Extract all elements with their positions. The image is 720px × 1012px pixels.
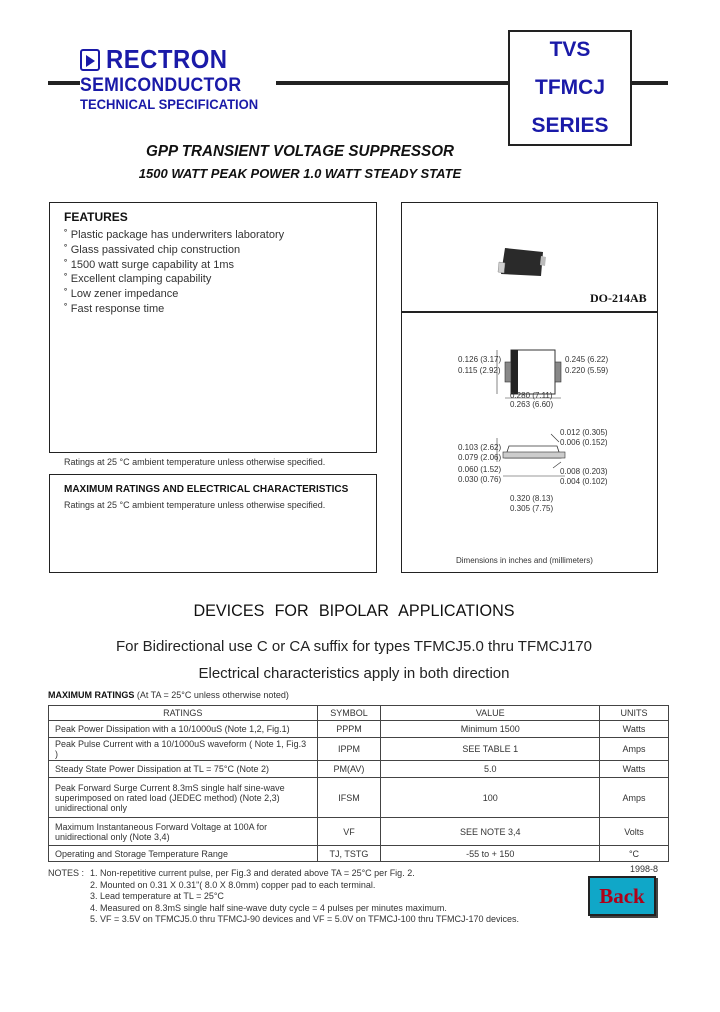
notes-row [48, 868, 519, 926]
feature-item: ˚ Plastic package has underwriters laboratory [64, 229, 285, 241]
dim-l2b: 0.305 (7.75) [510, 504, 554, 513]
cell-units: Amps [600, 778, 669, 818]
brand-division: SEMICONDUCTOR [80, 75, 242, 96]
note-item: 3. Lead temperature at TL = 25°C [90, 891, 224, 901]
cell-value: 100 [381, 778, 600, 818]
header-rule-left [48, 81, 80, 85]
back-button[interactable] [588, 876, 656, 916]
max-ratings-title: MAXIMUM RATINGS AND ELECTRICAL CHARACTERISTICS [64, 484, 349, 495]
package-label: DO-214AB [590, 291, 647, 305]
notes-list [90, 868, 519, 926]
brand-name: RECTRON [106, 44, 228, 74]
notes-label: NOTES : [48, 868, 85, 878]
dimension-drawing [401, 312, 658, 573]
table-row [49, 846, 669, 862]
cell-rating: Peak Power Dissipation with a 10/1000uS (Note 1,2, Fig.1) [49, 721, 318, 738]
dimension-note: Dimensions in inches and (millimeters) [456, 556, 593, 565]
ratings-table [48, 705, 669, 862]
table-row [49, 778, 669, 818]
cell-units: Watts [600, 721, 669, 738]
cell-value: -55 to + 150 [381, 846, 600, 862]
bidirectional-line: For Bidirectional use C or CA suffix for types TFMCJ5.0 thru TFMCJ170 [115, 638, 592, 655]
ratings-caption: MAXIMUM RATINGS (At TA = 25°C unless otherwise noted) [48, 690, 289, 700]
back-button-label: Back [599, 884, 645, 908]
dim-t2b: 0.004 (0.102) [560, 477, 608, 486]
cell-symbol: VF [317, 818, 381, 846]
cell-value: SEE NOTE 3,4 [381, 818, 600, 846]
feature-item: ˚ Low zener impedance [64, 288, 179, 301]
bipolar-title: DEVICES FOR BIPOLAR APPLICATIONS [193, 601, 515, 620]
cell-units: Watts [600, 761, 669, 778]
cell-value: 5.0 [381, 761, 600, 778]
rectron-logo-icon [80, 49, 100, 71]
features-list [64, 228, 284, 317]
cell-units: Volts [600, 818, 669, 846]
header-units: UNITS [600, 706, 669, 721]
revision-year: 1998-8 [630, 864, 659, 874]
dim-l2a: 0.320 (8.13) [510, 494, 554, 503]
table-row [49, 818, 669, 846]
dim-h1b: 0.115 (2.92) [458, 366, 501, 375]
series-box [508, 30, 632, 146]
dim-h2b: 0.079 (2.06) [458, 453, 502, 462]
cell-rating: Operating and Storage Temperature Range [49, 846, 318, 862]
cell-rating: Peak Pulse Current with a 10/1000uS waveform ( Note 1, Fig.3 ) [49, 738, 318, 761]
series-line-1: TVS [549, 38, 591, 61]
characteristics-line: Electrical characteristics apply in both direction [198, 665, 510, 682]
dim-h2a: 0.103 (2.62) [458, 443, 502, 452]
dim-t1a: 0.012 (0.305) [560, 428, 608, 437]
features-title: FEATURES [64, 210, 128, 224]
cell-symbol: TJ, TSTG [317, 846, 381, 862]
dim-l1a: 0.280 (7.11) [510, 391, 553, 400]
dim-t1b: 0.006 (0.152) [560, 438, 608, 447]
max-ratings-note: Ratings at 25 °C ambient temperature unless otherwise specified. [64, 500, 326, 510]
note-item: 4. Measured on 8.3mS single half sine-wave duty cycle = 4 pulses per minutes maximum. [90, 902, 447, 913]
header-rule-right [632, 81, 668, 85]
dim-l1b: 0.263 (6.60) [510, 400, 554, 409]
feature-item: ˚ 1500 watt surge capability at 1ms [64, 258, 234, 271]
sub-title: 1500 WATT PEAK POWER 1.0 WATT STEADY STATE [138, 166, 462, 181]
cell-symbol: PPPM [317, 721, 381, 738]
header-symbol: SYMBOL [317, 706, 381, 721]
cell-units: Amps [600, 738, 669, 761]
cell-rating: Maximum Instantaneous Forward Voltage at 100A for unidirectional only (Note 3,4) [49, 818, 318, 846]
dim-w1b: 0.220 (5.59) [565, 366, 609, 375]
series-line-3: SERIES [531, 114, 609, 137]
cell-rating: Steady State Power Dissipation at TL = 75°C (Note 2) [49, 761, 318, 778]
header-ratings: RATINGS [49, 706, 318, 721]
dim-h1a: 0.126 (3.17) [458, 355, 502, 364]
cell-rating: Peak Forward Surge Current 8.3mS single half sine-wave superimposed on rated load (JEDEC method) (Note 2,3) unidirectional only [49, 778, 318, 818]
table-row [49, 721, 669, 738]
cell-symbol: IFSM [317, 778, 381, 818]
feature-item: ˚ Fast response time [64, 302, 165, 315]
dim-t2a: 0.008 (0.203) [560, 467, 608, 476]
note-item: 2. Mounted on 0.31 X 0.31"( 8.0 X 8.0mm) copper pad to each terminal. [90, 879, 376, 890]
cell-symbol: PM(AV) [317, 761, 381, 778]
header-value: VALUE [381, 706, 600, 721]
main-title: GPP TRANSIENT VOLTAGE SUPPRESSOR [146, 143, 454, 160]
cell-value: Minimum 1500 [381, 721, 600, 738]
dim-p1a: 0.060 (1.52) [458, 465, 502, 474]
table-row [49, 738, 669, 761]
cell-units: °C [600, 846, 669, 862]
note-item: 5. VF = 3.5V on TFMCJ5.0 thru TFMCJ-90 devices and VF = 5.0V on TFMCJ-100 thru TFMCJ-170 devices. [90, 914, 520, 924]
header-rule-mid [276, 81, 508, 85]
feature-item: ˚ Excellent clamping capability [64, 273, 212, 286]
ambient-note: Ratings at 25 °C ambient temperature unless otherwise specified. [64, 457, 326, 467]
cell-value: SEE TABLE 1 [381, 738, 600, 761]
package-image [497, 246, 547, 282]
dim-w1a: 0.245 (6.22) [565, 355, 609, 364]
dim-p1b: 0.030 (0.76) [458, 475, 502, 484]
cell-symbol: IPPM [317, 738, 381, 761]
feature-item: ˚ Glass passivated chip construction [64, 243, 241, 256]
spec-subtitle: TECHNICAL SPECIFICATION [80, 96, 259, 112]
series-line-2: TFMCJ [535, 76, 605, 99]
notes-block [48, 868, 519, 926]
note-item: 1. Non-repetitive current pulse, per Fig.3 and derated above TA = 25°C per Fig. 2. [90, 868, 415, 878]
table-header-row [49, 706, 669, 721]
table-row [49, 761, 669, 778]
